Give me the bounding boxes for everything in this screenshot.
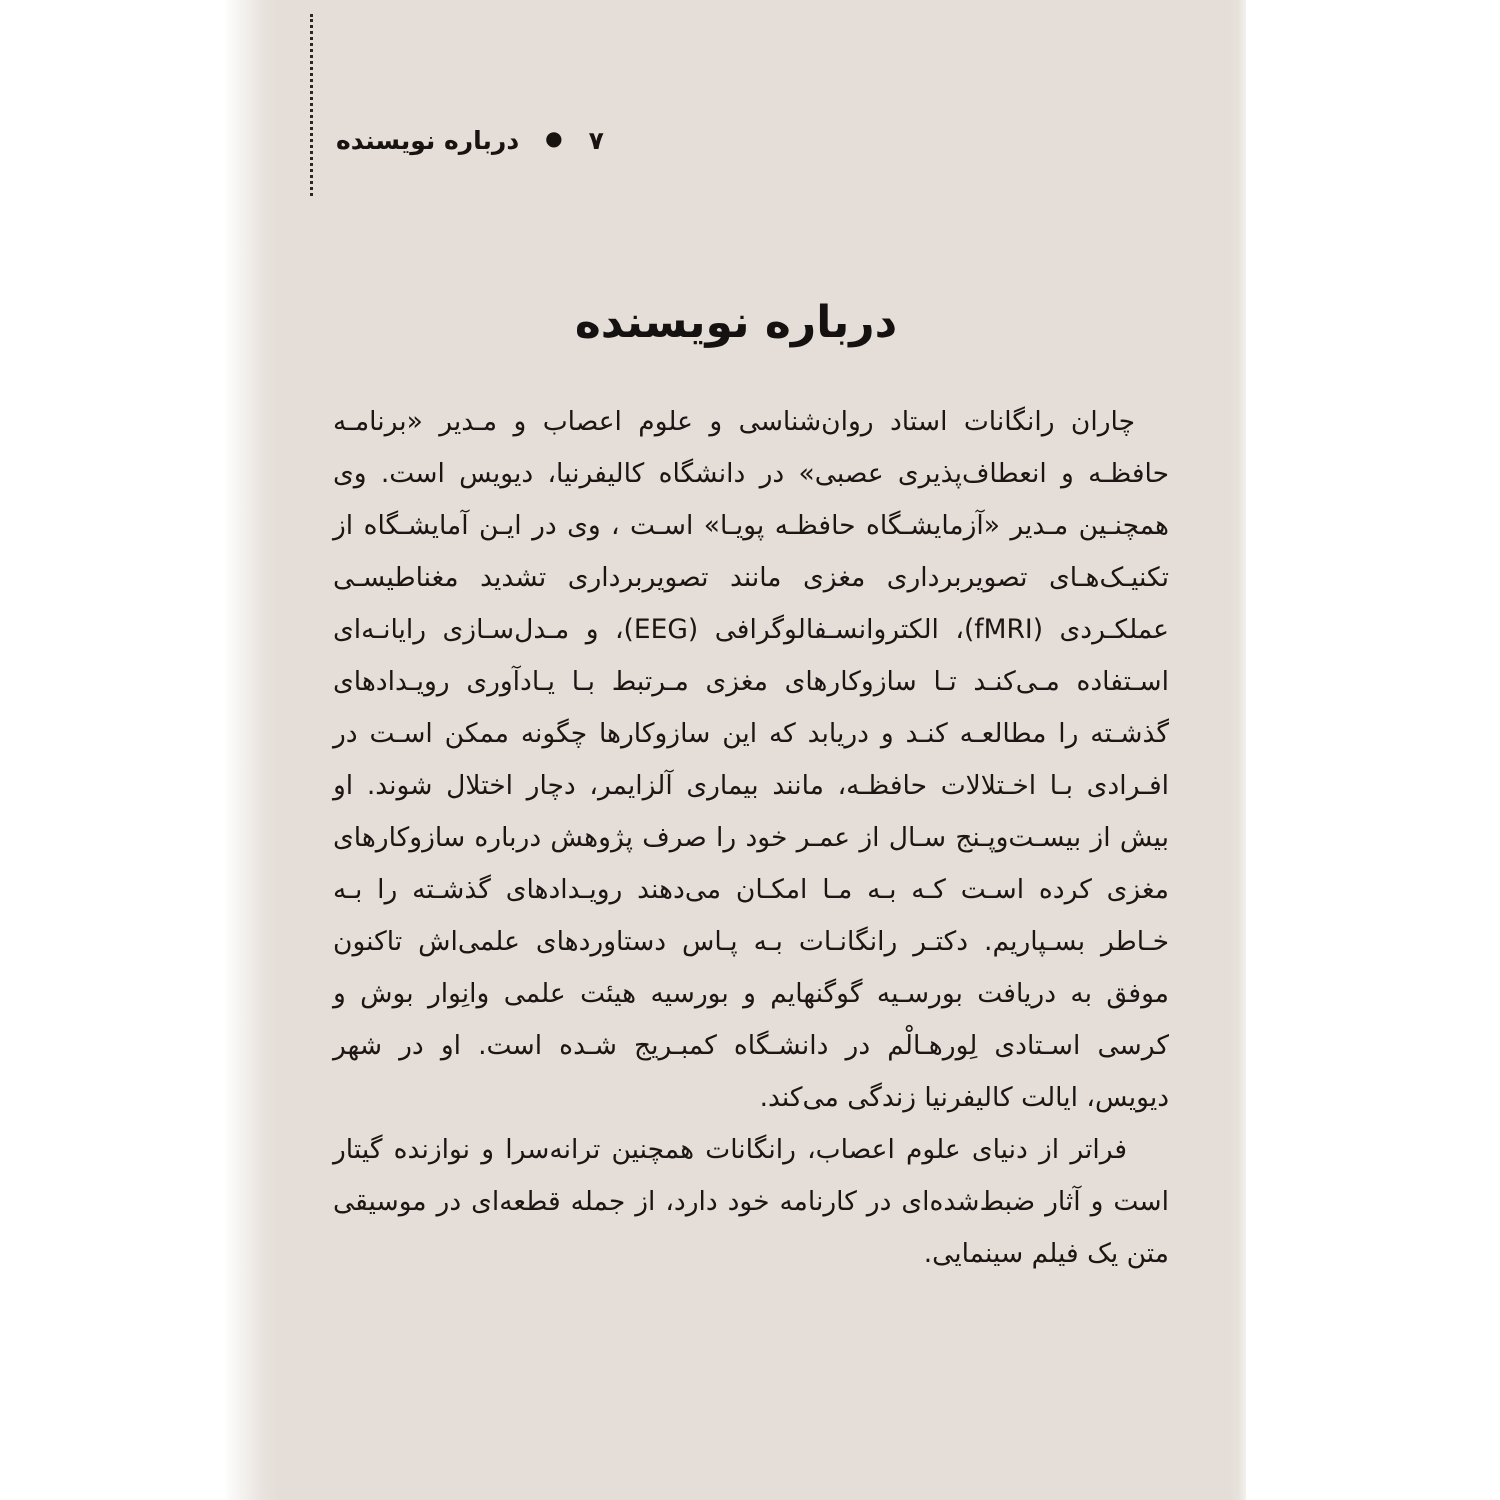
- page-number: ۷: [588, 126, 604, 155]
- running-head-content: [336, 125, 604, 155]
- body-paragraph-bio: چاران رانگانات استاد روان‌شناسی و علوم اعصاب و مـدیر «برنامـه حافظـه و انعطاف‌پذیری عصبی» در دانشگاه کالیفرنیا، دیویس است. وی همچنـین مـدیر «آزمایشـگاه حافظـه پویـا» اسـت ، وی در ایـن آمایشـگاه از تکنیـک‌هـای تصویربرداری مغزی مانند تصویربرداری تشدید مغناطیسـی عملکـردی (fMRI)، الکتروانسـفالوگرافی (EEG)، و مـدل‌سـازی رایانـه‌ای اسـتفاده مـی‌کنـد تـا سازوکارهای مغزی مـرتبط بـا یـادآوری رویـدادهای گذشـته را مطالعـه کنـد و دریابد که این سازوکارها چگونه ممکن اسـت در افـرادی بـا اخـتلالات حافظـه، مانند بیماری آلزایمر، دچار اختلال شوند. او بیش از بیسـت‌وپـنج سـال از عمـر خود را صرف پژوهش درباره سازوکارهای مغزی کرده اسـت کـه بـه مـا امکـان می‌دهند رویـدادهای گذشـته را بـه خـاطر بسـپاریم. دکتـر رانگانـات بـه پـاس دستاوردهای علمی‌اش تاکنون موفق به دریافت بورسـیه گوگنهایم و بورسیه هیئت علمی وانِوار بوش و کرسی اسـتادی لِورهـالْم در دانشـگاه کمبـریج شـده است. او در شهر دیویس، ایالت کالیفرنیا زندگی می‌کند.: [333, 406, 1169, 1113]
- running-head-dotted-rule-icon: [310, 14, 313, 196]
- book-page-sheet: [226, 0, 1246, 1500]
- running-head-title: درباره نویسنده: [336, 126, 520, 155]
- running-head: [226, 125, 1246, 174]
- body-text-column: [333, 396, 1169, 1280]
- bullet-separator-icon: ●: [545, 125, 563, 150]
- chapter-title: درباره نویسنده: [574, 297, 898, 349]
- body-paragraph-music: فراتر از دنیای علوم اعصاب، رانگانات همچنین ترانه‌سرا و نوازنده گیتار است و آثار ضبط‌شده‌ای در کارنامه خود دارد، از جمله قطعه‌ای در موسیقی متن یک فیلم سینمایی.: [333, 1134, 1169, 1269]
